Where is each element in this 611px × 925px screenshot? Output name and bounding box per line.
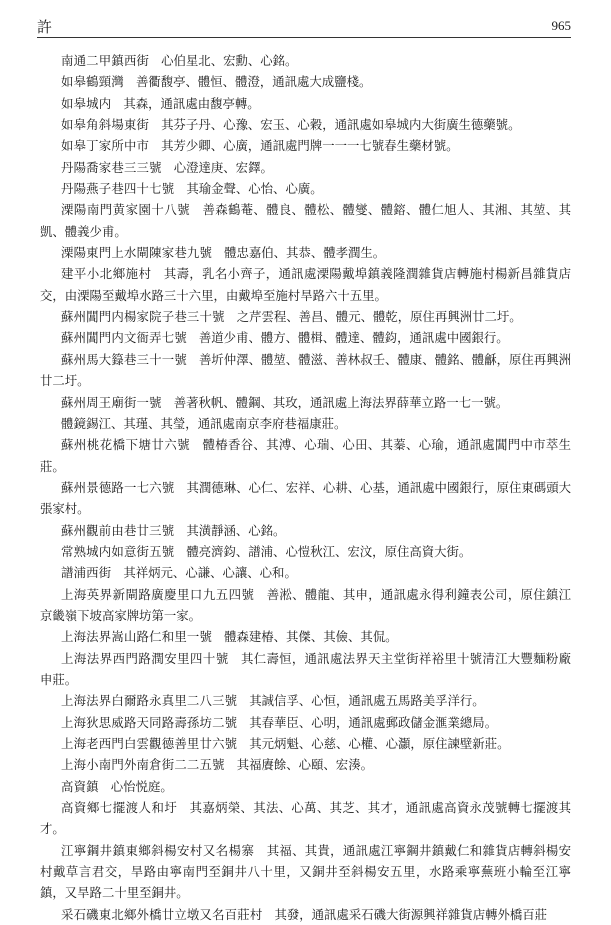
entry-text: 體椿香谷、其溥、心瑞、心田、其蓁、心瑜，通訊處閶門中市萃生莊。 [40,437,572,474]
entry-place: 上海法界西門路潤安里四十號 [61,650,229,666]
entry-text: 善衢馥亭、體恒、體澄，通訊處大成鹽棧。 [135,74,372,90]
entry-text: 其福、其貴，通訊處江寧鋼井鎮戴仁和雜貨店轉斜楊安村戴草言君交，旱路由寧南門至銅井八十里，又銅井至斜楊安五里，水路乘寧蕪班小輪至江寧鎮，又旱路二十里至銅井。 [40,842,572,901]
entry-place: 蘇州景德路一七六號 [61,479,175,495]
address-entry [40,562,571,583]
page-header [37,14,571,38]
genealogy-address-list [40,50,571,925]
entry-text: 心伯星北、宏勳、心銘。 [161,53,298,68]
entry-place: 上海法界白爾路永真里二八三號 [61,693,238,709]
entry-place: 高資鄉七擺渡人和圩 [61,800,178,816]
entry-place: 如皋城内 [61,95,112,111]
entry-text: 其瑜金聲、心怡、心廣。 [186,181,323,197]
entry-place: 如皋丁家所中市 [61,138,150,154]
entry-text: 其福賡餘、心頤、宏湊。 [236,757,373,773]
entry-place: 上海小南門外南倉街二二五號 [61,757,225,773]
address-entry [40,71,571,92]
entry-text: 心澄達庚、宏鐸。 [173,159,273,175]
entry-text: 其芬子丹、心豫、宏玉、心穀，通訊處如皋城内大街廣生德藥號。 [161,117,521,133]
entry-place: 蘇州觀前由巷廿三號 [61,522,175,538]
address-entry [40,327,571,348]
address-entry [40,733,571,754]
entry-place: 蘇州閶門内文衙弄七號 [61,330,187,346]
entry-place: 丹陽燕子巷四十七號 [61,181,175,197]
entry-text: 善森鶴菴、體良、體松、體燮、體鎔、體仁旭人、其湘、其堃、其凱、體義少甫。 [40,202,572,239]
entry-text: 其春華臣、心明，通訊處郵政儲金滙業總局。 [249,714,498,730]
entry-text: 其祥炳元、心謙、心讓、心和。 [123,565,297,581]
entry-place: 上海老西門白雲觀德善里廿六號 [61,736,238,751]
entry-text: 其壽，乳名小齊子，通訊處溧陽戴埠鎮義隆潤雜貨店轉施村楊新昌雜貨店交，由溧陽至戴埠水路三十六里，由戴埠至施村旱路六十五里。 [40,266,572,303]
address-entry [40,434,571,477]
entry-place: 如皋鶴頸灣 [61,74,124,90]
address-entry [40,797,571,840]
entry-text: 其芳少卿、心廣，通訊處門牌一一一七號春生藥材號。 [161,138,459,154]
entry-text: 其森，通訊處由馥亭轉。 [123,95,260,111]
address-entry [40,520,571,541]
header-title: 許 [37,18,53,36]
header-rule [37,37,571,38]
entry-text: 其誠信孚、心恒，通訊處五馬路美孚洋行。 [249,693,485,709]
entry-place: 上海法界嵩山路仁和里一號 [61,629,213,645]
address-entry [40,50,571,71]
address-entry [40,712,571,733]
address-entry [40,477,571,520]
entry-place: 蘇州周王廟街一號 [61,394,162,410]
address-entry [40,392,571,413]
address-entry [40,413,571,434]
address-entry [40,157,571,178]
page-number: 965 [551,18,571,33]
entry-text: 善圻仲澤、體堃、體滋、善林叔壬、體康、體銘、體龢，原住再興洲廿二圩。 [40,351,571,389]
entry-text: 其潢靜涵、心銘。 [186,522,286,538]
address-entry [40,135,571,156]
entry-place: 譜浦西街 [61,565,112,581]
address-entry [40,114,571,135]
address-entry [40,306,571,327]
entry-text: 其元炳魁、心慈、心權、心灝，原住諫壁新莊。 [249,736,510,751]
address-entry [40,904,571,925]
entry-text: 體亮濟鈞、譜浦、心愷秋江、宏汶，原住高資大街。 [186,543,472,559]
entry-text: 錫江、其瑾、其瑩，通訊處南京李府巷福康莊。 [86,415,347,431]
address-entry [40,648,571,691]
entry-place: 體鏡 [61,415,87,431]
entry-place: 江寧鋼井鎮東鄉斜楊安村又名楊寨 [61,842,255,858]
entry-place: 高資鎮 [61,778,99,794]
entry-text: 其潤德琳、心仁、宏祥、心耕、心基，通訊處中國銀行，原住東碼頭大張家村。 [40,479,571,517]
address-entry [40,541,571,562]
entry-text: 善著秋帆、體鋼、其玫，通訊處上海法界薛華立路一七一號。 [173,394,509,410]
entry-place: 丹陽喬家巷三三號 [61,159,162,175]
entry-place: 上海狄思威路天同路壽孫坊二號 [61,714,238,730]
entry-text: 善淞、體龍、其申，通訊處永得利鐘表公司，原住鎮江京畿嶺下坡高家牌坊第一家。 [40,586,572,623]
entry-place: 如皋角斜場東街 [61,117,150,133]
entry-text: 善道少甫、體方、體楫、體達、體鈞，通訊處中國銀行。 [198,330,509,346]
address-entry [40,242,571,263]
address-entry [40,840,571,904]
entry-place: 蘇州閶門内楊家院子巷三十號 [61,309,225,325]
address-entry [40,93,571,114]
address-entry [40,178,571,199]
entry-text: 體森建椿、其傑、其儉、其侃。 [224,629,398,645]
address-entry [40,626,571,647]
entry-place: 常熟城内如意街五號 [61,543,175,559]
address-entry [40,199,571,242]
address-entry [40,349,571,392]
entry-place: 采石磯東北鄉外橋廿立墩又名百莊村 [61,906,263,922]
address-entry [40,584,571,627]
entry-text: 其仁壽恒，通訊處法界天主堂街祥裕里十號清江大豐麵粉廠申莊。 [40,650,571,687]
entry-text: 心怡悦庭。 [110,778,173,794]
entry-place: 南通二甲鎮西街 [61,53,150,68]
entry-text: 之芹雲程、善昌、體元、體乾，原住再興洲廿二圩。 [236,309,522,325]
address-entry [40,776,571,797]
entry-place: 上海英界新閘路廣慶里口九五四號 [61,586,255,602]
address-entry [40,263,571,306]
entry-text: 其嘉炳榮、其法、心萬、其芝、其才，通訊處高資永茂號轉七擺渡其才。 [40,800,571,837]
entry-text: 體忠嘉伯、其恭、體孝潤生。 [224,245,386,261]
entry-text: 其發，通訊處采石磯大街源興祥雜貨店轉外橋百莊 [274,906,548,922]
entry-place: 建平小北鄉施村 [61,266,152,282]
address-entry [40,754,571,775]
entry-place: 蘇州桃花橋下塘廿六號 [61,437,191,453]
entry-place: 蘇州馬大籙巷三十一號 [61,351,187,367]
address-entry [40,690,571,711]
entry-place: 溧陽東門上水閘陳家巷九號 [61,245,213,261]
entry-place: 溧陽南門黄家園十八號 [61,202,191,218]
